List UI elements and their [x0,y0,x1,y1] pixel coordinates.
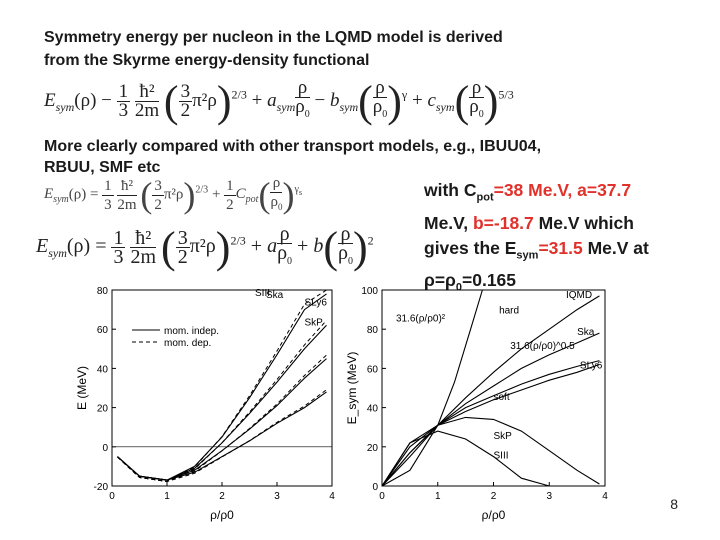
y-tick-label: -20 [93,482,108,493]
mev-which: Me.V which [533,212,634,233]
y-tick-label: 20 [366,442,378,454]
compare-line-2: RBUU, SMF etc [44,159,161,176]
x-tick-label: 3 [274,491,280,502]
equation-2: $E_{sym}(\rho)$ = $\frac{1}{3}$ $\frac{\text{ħ²}}{2m}$ ( $\frac{3}{2}$ π²ρ)$^{2/3}$ + $\frac{1}{2}$ $C_{pot}$( $\frac{\rho}{\rho_0}$ )$^{\gamma_s}$ [44,175,303,215]
curve-label: SkP [304,317,323,329]
mev-label: Me.V, [424,212,473,233]
series-line-dashed-skp [118,390,327,482]
y-axis-label: E_sym (MeV) [345,351,359,425]
title-line-2: from the Skyrme energy-density functional [44,52,370,69]
equation-1: $E_{sym}(\rho)$ − $\frac{1}{3}$ $\frac{\text{ħ²}}{2m}$ ( $\frac{3}{2}$ $\pi^2\rho)^{2/3} + a_{sym}$ $\frac{\rho}{\rho_0}$ − $b_{sym}$( $\frac{\rho}{\rho_0}$ )$^\gamma + c_{sym}$( $\frac{\rho}{\rho_0}$ )$^{5/3}$ [44,77,514,126]
mev-at: Me.V at [582,237,649,258]
y-tick-label: 40 [96,364,108,376]
series-line-skp [118,392,327,480]
a-value: a=37.7 [577,180,632,200]
page-number: 8 [670,496,678,512]
esym-value: =31.5 [538,237,583,258]
series-line-dashed-sly6 [118,355,327,481]
chart-left [70,282,360,530]
curve-label: SIII [493,450,509,462]
rho-subscript: 0 [455,281,462,294]
series-line-soft [382,365,599,487]
chart-right [340,282,640,530]
y-tick-label: 20 [96,403,108,415]
rho-label: ρ=ρ [424,270,456,290]
y-tick-label: 80 [96,286,108,297]
y-tick-label: 100 [361,286,378,297]
x-axis-label: ρ/ρ0 [210,508,234,522]
x-tick-label: 4 [602,491,608,502]
curve-label: 31.6(ρ/ρ0)² [395,313,446,325]
curve-label: IQMD [565,289,593,301]
x-tick-label: 0 [379,491,385,502]
y-tick-label: 0 [372,482,378,493]
series-line-dashed-ska [118,320,327,481]
x-tick-label: 0 [109,491,115,502]
x-tick-label: 1 [164,491,170,502]
y-tick-label: 80 [366,325,378,337]
x-tick-label: 4 [329,491,335,502]
legend-label: mom. indep. [164,326,220,337]
curve-label: Ska [266,289,284,301]
legend-label: mom. dep. [164,338,212,349]
compare-line-1: More clearly compared with other transport models, e.g., IBUU04, [44,138,542,155]
y-tick-label: 60 [366,364,378,376]
b-value: b=-18.7 [472,212,534,233]
x-tick-label: 3 [546,491,553,502]
curve-label: SLy6 [304,297,327,309]
cpot-value: =38 Me.V, [493,180,578,200]
y-axis-label: E (MeV) [75,365,89,411]
series-line-sly6 [118,359,327,481]
x-tick-label: 2 [490,491,497,502]
esym-subscript: sym [516,249,539,261]
y-tick-label: 40 [366,403,378,415]
x-tick-label: 1 [434,491,441,502]
rho-value: =0.165 [462,270,517,290]
curve-label: Ska [577,327,595,339]
cpot-subscript: pot [476,191,494,204]
curve-label: SIII [255,287,271,299]
x-tick-label: 2 [219,491,225,502]
cpot-label: with C [424,180,477,200]
curve-label: 31.6(ρ/ρ0)^0.5 [510,340,575,352]
curve-label: SkP [493,430,512,442]
y-tick-label: 0 [102,442,108,454]
equation-3: $E_{sym}(\rho)$ = $\frac{1}{3}$ $\frac{\text{ħ²}}{2m}$ ( $\frac{3}{2}$ π²ρ)$^{2/3}$ + a $\frac{\rho}{\rho_0}$ + b( $\frac{\rho}{\rho_0}$ )$^2$ [36,222,374,272]
title-line-1: Symmetry energy per nucleon in the LQMD model is derived [44,29,503,46]
esym-label: gives the E [424,237,517,258]
curve-label: SLy6 [579,360,603,372]
curve-label: soft [493,391,510,403]
series-line-sly6 [382,361,599,486]
y-tick-label: 60 [96,325,108,337]
series-line-iqmd [382,296,599,486]
x-axis-label: ρ/ρ0 [481,508,506,522]
curve-label: hard [499,305,520,317]
